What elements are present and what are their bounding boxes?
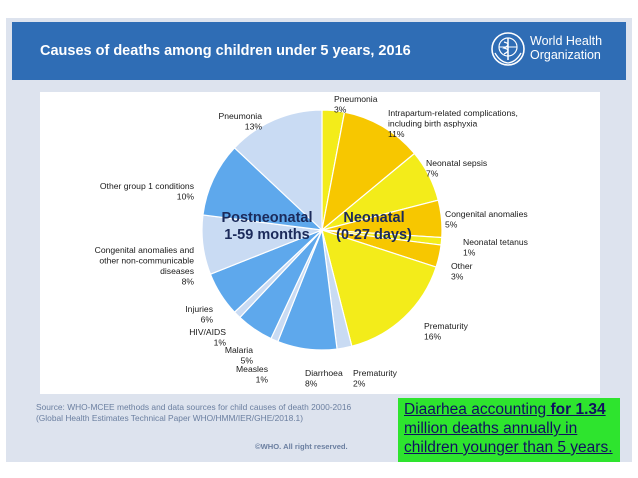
slice-label: Congenital anomalies 5% bbox=[445, 209, 528, 230]
callout-prefix: Diaarhea accounting bbox=[404, 401, 551, 418]
who-wordmark bbox=[530, 34, 602, 62]
slice-label: Diarrhoea 8% bbox=[305, 368, 343, 389]
slice-label: Intrapartum-related complications, including birth asphyxia 11% bbox=[388, 108, 518, 139]
slice-label: Neonatal tetanus 1% bbox=[463, 237, 528, 258]
copyright-note: ©WHO. All right reserved. bbox=[255, 442, 348, 451]
source-line-1: Source: WHO-MCEE methods and data sources for child causes of death 2000-2016 bbox=[36, 402, 352, 412]
callout-bold: for 1.34 bbox=[550, 401, 606, 418]
slice-label: Prematurity 16% bbox=[424, 321, 468, 342]
slice-label: Neonatal sepsis 7% bbox=[426, 158, 488, 179]
who-emblem-icon bbox=[490, 31, 526, 67]
group-label-neonatal: Neonatal (0-27 days) bbox=[336, 210, 412, 243]
slice-label: Prematurity 2% bbox=[353, 368, 397, 389]
slice-label: Other 3% bbox=[451, 261, 473, 282]
callout-text bbox=[404, 401, 613, 456]
slice-label: Injuries 6% bbox=[185, 304, 213, 325]
slice-label: Measles 1% bbox=[236, 364, 268, 385]
org-name-line1: World Health bbox=[530, 34, 603, 48]
slice-label: HIV/AIDS 1% bbox=[189, 327, 226, 348]
slice-label: Congenital anomalies and other non-communicable diseases 8% bbox=[94, 245, 194, 287]
callout-rest: million deaths annually in children younger than 5 years. bbox=[404, 420, 613, 456]
pie-chart bbox=[40, 92, 600, 394]
callout-box bbox=[398, 398, 620, 462]
source-line-2: (Global Health Estimates Technical Paper WHO/HMM/IER/GHE/2018.1) bbox=[36, 412, 304, 423]
source-note bbox=[36, 402, 351, 423]
slice-label: Malaria 5% bbox=[224, 345, 253, 366]
group-label-postneonatal: Postneonatal 1-59 months bbox=[221, 210, 313, 243]
slice-label: Pneumonia 3% bbox=[334, 94, 378, 115]
page-title: Causes of deaths among children under 5 years, 2016 bbox=[40, 43, 411, 59]
chart-panel bbox=[40, 92, 600, 394]
slide-header bbox=[12, 22, 626, 80]
slice-label: Pneumonia 13% bbox=[218, 111, 262, 132]
slice-label: Other group 1 conditions 10% bbox=[99, 181, 194, 202]
org-name-line2: Organization bbox=[530, 48, 601, 62]
